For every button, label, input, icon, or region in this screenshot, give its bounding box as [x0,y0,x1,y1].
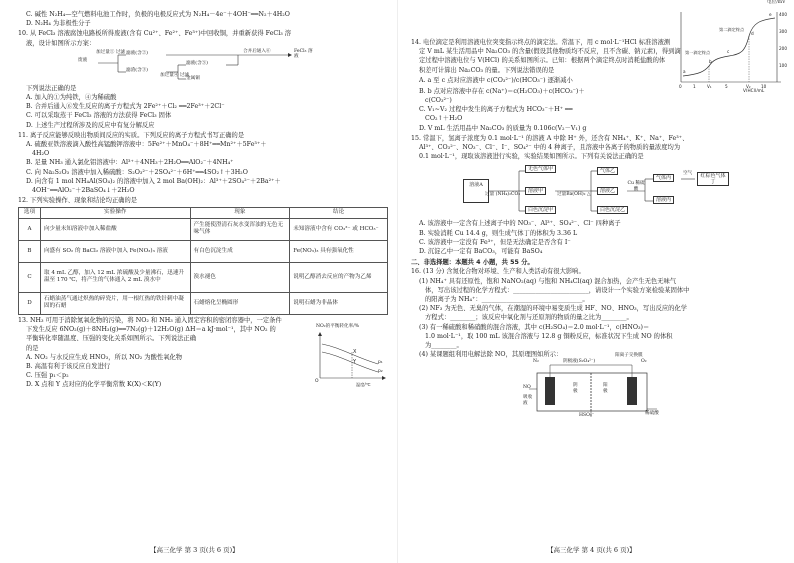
question-16 [411,267,787,421]
q13-xlabel: 温度/℃ [356,381,371,387]
q14-xtick-0: 0 [679,84,682,89]
q16-absorb-label: 吸收液 [523,395,533,406]
q12-header-row [19,208,388,219]
table-row [19,292,388,314]
q11-option-d-cont: 4OH⁻══AlO₂⁻＋2BaSO₄↓＋2H₂O [32,187,135,195]
q14-ytick-100: 100 [779,63,787,68]
q12-row-d-option: D [19,292,41,314]
q15-stem-2: Al³⁺、CO₃²⁻、NO₃⁻、Cl⁻、I⁻、SO₄²⁻ 中的 4 种离子，且溶液中各离子的物质的量浓度均为 [419,144,681,152]
q10-waste-label: 废液 [78,57,88,63]
q10-residue1: 滤渣(含③) [126,67,148,73]
q15-stem-3: 0.1 mol·L⁻¹，现取该溶液进行实验，实验结果如图所示。下列有关说法正确的是 [419,153,644,161]
q14-point-a: a [683,69,686,74]
q12-row-c-conclusion: 说明乙醇消去反应的产物为乙烯 [290,262,388,292]
q14-xtick-5: 5 [725,84,728,89]
q15-gas-b: 气体乙 [597,167,618,175]
q10-step1-label: 加过量① 过滤 [96,49,126,55]
q14-option-b-cont: c(CO₃²⁻) [425,97,452,105]
q14-xlabel: V(HCl)/mL [743,88,765,92]
q11-option-a-cont: 4H₂O [32,150,50,158]
question-15 [411,134,787,256]
q11-option-b: B. 足量 NH₃ 通入氯化铝溶液中：Al³⁺＋4NH₃＋2H₂O══AlO₂⁻＋4NH₄⁺ [26,159,234,167]
q14-xtick-10: 10 [761,84,767,89]
q10-filtrate2: 滤液(含⑤) [186,60,208,66]
q12-row-d-conclusion: 说明石蜡为非晶体 [290,292,388,314]
q16-acid-label: 稀硫酸 [645,411,659,417]
q13-stem-2: 下发生反应 6NO₂(g)＋8NH₃(g)══7N₂(g)＋12H₂O(g) ΔH＝a kJ·mol⁻¹，其中 NO₂ 的 [26,326,276,334]
q16-line-4: (2) NF₃ 为无色、无臭的气体，在潮湿的环境中易变质生成 HF、NO、HNO₃，写出反应的化学 [419,305,688,313]
q14-stem-3: 定过程中溶液电位与 V(HCl) 的关系如图所示。已知：根据两个滴定终点时消耗盐酸的体 [419,57,666,65]
q13-option-a: A. NO₂ 与水反应生成 HNO₃，所以 NO₂ 为酸性氧化物 [26,353,183,361]
q13-stem-1: 13. NH₃ 可用于消除氮氧化物的污染，将 NO₂ 和 NH₃ 通入固定容积的密闭容器中，一定条件 [18,316,282,324]
q16-o2-label: O₂ [641,359,647,365]
q12-row-b-conclusion: Fe(NO₃)₃ 具有强氧化性 [290,240,388,262]
q9-option-c: C. 碱性 N₂H₄—空气燃料电池工作时，负极的电极反应式为 N₂H₄－4e⁻＋4OH⁻══N₂＋4H₂O [26,11,290,18]
q16-line-3: 的阳离子为 NH₄⁺：________________________________。 [425,296,589,304]
q15-option-d: D. 沉淀乙中一定有 BaCO₃，可能有 BaSO₄ [419,248,543,256]
q11-option-c: C. 向 Na₂S₂O₃ 溶液中加入稀硫酸：S₂O₃²⁻＋2SO₄²⁻＋6H⁺══4SO₂↑＋3H₂O [26,168,248,176]
page4-footer: 【高三化学 第 4 页(共 6 页)】 [547,545,636,554]
q14-xtick-v1: V₁ [707,84,712,89]
q10-copper: 金属铜 [186,75,200,81]
q16-anode-label: 阳极 [603,383,608,394]
q15-gas-c: 气体丙 [653,174,674,182]
q12-row-b-phenomenon: 有白色沉淀生成 [190,240,290,262]
q16-stem: 16. (13 分) 含氮化合物对环境、生产和人类活动有很大影响。 [411,268,585,276]
q14-point-b: b [709,59,712,64]
q10-stem-1: 10. 从 FeCl₃ 溶液腐蚀电路板所得废液(含有 Cu²⁺、Fe²⁺、Fe³⁺)中回收铜，并重新获得 FeCl₃ 溶 [18,30,292,38]
question-14 [411,0,787,133]
question-13 [18,316,390,390]
q15-option-c: C. 该溶液中一定没有 Fe³⁺，但是无法确定是否含有 I⁻ [419,238,571,246]
q14-point-c: c [727,49,730,54]
q10-merge-label: 合并后通入⑥ [243,48,271,54]
page-4 [397,0,794,563]
q16-hso3-label: HSO₃⁻ [579,413,595,419]
q16-line-9: (4) 某课题组利用电解法除 NO，其原理图如所示： [419,351,563,359]
q14-option-c: C. V₁~V₂ 过程中发生的离子方程式为 HCO₃⁻＋H⁺ ══ [419,106,573,114]
q10-option-d: D. 上述生产过程所涉及的反应中有复分解反应 [26,121,155,129]
q15-solution-a: 溶液A [463,179,489,203]
q14-ylabel: 电位/mV [767,0,786,5]
q12-stem: 12. 下列实验操作、现象和结论均正确的是 [18,197,138,205]
q14-end2-label: 第二滴定终点 [719,27,745,32]
q15-option-b: B. 实验消耗 Cu 14.4 g，则生成气体丁的体积为 3.36 L [419,229,578,237]
q16-cathode-label: 阴极 [573,383,578,394]
q14-stem-1: 14. 电位滴定是利用溶液电位突变指示终点的滴定法。常温下，用 c mol·L⁻¹HCl 标准溶液测 [411,39,671,46]
q12-row-a-phenomenon: 产生能使澄清石灰水变浑浊的无色无味气体 [190,218,290,240]
q12-col-conclusion: 结论 [290,208,388,219]
q12-row-b-option: B [19,240,41,262]
q12-row-c-phenomenon: 溴水褪色 [190,262,290,292]
q15-gas-d: 红棕色气体丁 [697,172,729,186]
q16-line-8: 为________。 [425,342,463,350]
q13-option-b: B. 高温有利于该反应自发进行 [26,362,111,370]
q13-point-y: Y [353,358,357,365]
q14-option-c-cont: CO₂↑＋H₂O [425,115,463,123]
q15-gas-a: 无色气体甲 [525,165,556,173]
q16-line-5: 方程式：________；该反应中氧化剂与还原剂的物质的量之比为________。 [425,314,633,322]
q16-line-1: (1) NH₄⁺ 具有还原性，饱和 NaNO₂(aq) 与饱和 NH₄Cl(aq) 混合加热，会产生无色无味气 [419,277,677,285]
q12-row-b-operation: 向盛有 SO₂ 的 BaCl₂ 溶液中加入 Fe(NO₃)₃ 溶液 [40,240,190,262]
q13-stem-4: 的是 [26,344,39,352]
q10-option-a: A. 加入的①为纯铁，④为稀硫酸 [26,94,117,102]
q15-step2-label: 过量Ba(OH)₂ △ [557,192,591,198]
q12-row-a-option: A [19,218,41,240]
q14-stem-2: 定 V mL 某生活用品中 Na₂CO₃ 的含量(假设其他物质均不反应，且不含碳、钠元素)，得到滴 [419,48,681,56]
q14-graph [669,6,787,92]
q11-stem: 11. 离子反应能够反映出物质间反应的实质。下列反应的离子方程式书写正确的是 [18,131,245,139]
q11-option-a: A. 硫酸亚铁溶液滴入酸性高锰酸钾溶液中：5Fe²⁺＋MnO₄⁻＋8H⁺══Mn²⁺＋5Fe³⁺＋ [26,141,267,149]
q15-air-label: 空气 [683,171,693,177]
q16-catholyte-label: 阴极液(S₂O₄²⁻) [563,359,596,365]
q14-option-a: A. a 至 c 点对应溶液中 c(CO₃²⁻)/c(HCO₃⁻) 逐渐减小 [419,76,573,84]
q13-ylabel: NO₂的平衡转化率/% [316,323,360,329]
q13-point-x: X [353,348,357,355]
q14-option-d: D. V mL 生活用品中 Na₂CO₃ 的质量为 0.106c(V₂－V₁) g [419,124,587,132]
q10-step2-label: 加过量④ 过滤 [160,72,190,78]
q14-option-b: B. b 点对应溶液中存在 c(Na⁺)＝c(H₂CO₃)＋c(HCO₃⁻)＋ [419,87,585,95]
q12-row-d-phenomenon: 石蜡熔化呈椭圆形 [190,292,290,314]
q14-ytick-400: 400 [779,12,787,17]
page4-body [411,0,787,421]
q13-option-c: C. 压强 p₁＜p₂ [26,372,69,380]
q14-ytick-300: 300 [779,29,787,34]
q16-n2-label: N₂ [533,359,539,365]
q10-filtrate1: 滤液(含②) [126,50,148,56]
q15-option-a: A. 该溶液中一定含有上述离子中的 NO₃⁻、Al³⁺、SO₄²⁻、Cl⁻ 四种离子 [419,220,621,228]
page3-body [18,10,390,390]
q15-step1-label: 过量 (NH₄)₂CO₃ [485,192,521,198]
q15-stem-1: 15. 常温下，氢离子浓度为 0.1 mol·L⁻¹ 的溶液 A 中除 H⁺ 外，还含有 NH₄⁺、K⁺、Na⁺、Fe³⁺、 [411,134,689,142]
table-row [19,240,388,262]
q14-options [411,75,666,133]
q14-xtick-v2: V₂ [746,84,751,89]
q13-graph [312,330,386,388]
q12-row-a-conclusion: 未知溶液中含有 CO₃²⁻ 或 HCO₃⁻ [290,218,388,240]
q12-row-c-operation: 取 4 mL 乙醇，加入 12 mL 浓硫酸及少量沸石，迅速升温至 170 ℃，将产生的气体通入 2 mL 溴水中 [40,262,190,292]
q10-ask: 下列说法正确的是 [26,84,77,92]
table-row [19,218,388,240]
q15-ppt-a: 白色沉淀甲 [525,206,556,214]
q15-flow-diagram [461,161,787,219]
page3-footer: 【高三化学 第 3 页(共 6 页)】 [150,545,239,554]
q14-xtick-1: 1 [693,84,696,89]
q13-origin: O [315,378,319,384]
table-row [19,262,388,292]
q14-point-e: e [769,12,772,17]
question-12 [18,196,390,315]
q13-stem-3: 平衡转化率随温度、压强的变化关系如图所示。下列说法正确 [26,335,197,343]
q10-option-b: B. 合并后通入⑥发生反应的离子方程式为 2Fe²⁺＋Cl₂ ══2Fe³⁺＋2Cl⁻ [26,103,225,111]
q14-end1-label: 第一滴定终点 [685,50,711,55]
q16-membrane-label: 阳离子交换膜 [615,353,643,359]
section-2-title: 二、非选择题：本题共 4 小题，共 55 分。 [411,259,534,267]
q15-cu-label: Cu 稀硫酸 [627,181,645,192]
q10-option-c: C. 可以采取蒸干 FeCl₃ 溶液的方法获得 FeCl₃ 固体 [26,112,172,120]
q15-sol-c: 溶液丙 [653,196,674,204]
q12-table [18,207,388,315]
q11-option-d: D. 向含有 1 mol NH₄Al(SO₄)₂ 的溶液中加入 2 mol Ba(OH)₂：Al³⁺＋2SO₄²⁻＋2Ba²⁺＋ [26,177,281,185]
question-10 [18,29,390,129]
q15-sol-a: 溶液甲 [525,187,546,195]
q14-stem-4: 积差可计算出 Na₂CO₃ 的量。下列说法错误的是 [419,66,555,74]
q12-row-c-option: C [19,262,41,292]
q10-product: FeCl₃ 溶液 [294,48,313,60]
q13-curve-p2: p₂ [378,368,383,374]
q16-electrolysis-diagram [523,353,787,421]
q9-option-d: D. N₂H₄ 为非极性分子 [26,20,91,28]
q14-point-d: d [751,31,754,36]
q10-stem-2: 液，设计如图所示方案： [26,39,96,47]
q16-line-7: 1.0 mol·L⁻¹，取 100 mL 该混合溶液与 12.8 g 铜粉反应，标准状况下生成 NO 的体积 [425,332,673,340]
q16-line-6: (3) 有一稀硫酸和稀硝酸的混合溶液，其中 c(H₂SO₄)＝2.0 mol·L⁻¹，c(HNO₃)＝ [419,323,650,331]
q16-line-2: 体，写出该过程的化学方程式：________________________，请设计一个实验方案检验某固体中 [425,286,690,294]
q12-col-operation: 实验操作 [40,208,190,219]
q13-option-d: D. X 点和 Y 点对应的化学平衡常数 K(X)＜K(Y) [26,381,162,389]
q12-row-d-operation: 石蜡油蒸气通过炽热的碎瓷片，用一根红热的铁针刺中凝固的石蜡 [40,292,190,314]
q15-sol-b: 溶液乙 [597,187,618,195]
q14-ytick-200: 200 [779,46,787,51]
q12-row-a-operation: 向少量未知溶液中加入稀盐酸 [40,218,190,240]
q10-flow-diagram [78,48,390,84]
q13-curve-p1: p₁ [378,359,383,365]
q15-ppt-b: 白色沉淀乙 [597,206,628,214]
q12-col-phenomenon: 现象 [190,208,290,219]
q12-col-option: 选项 [19,208,41,219]
q16-no-label: NO [523,385,531,391]
question-11 [18,131,390,195]
